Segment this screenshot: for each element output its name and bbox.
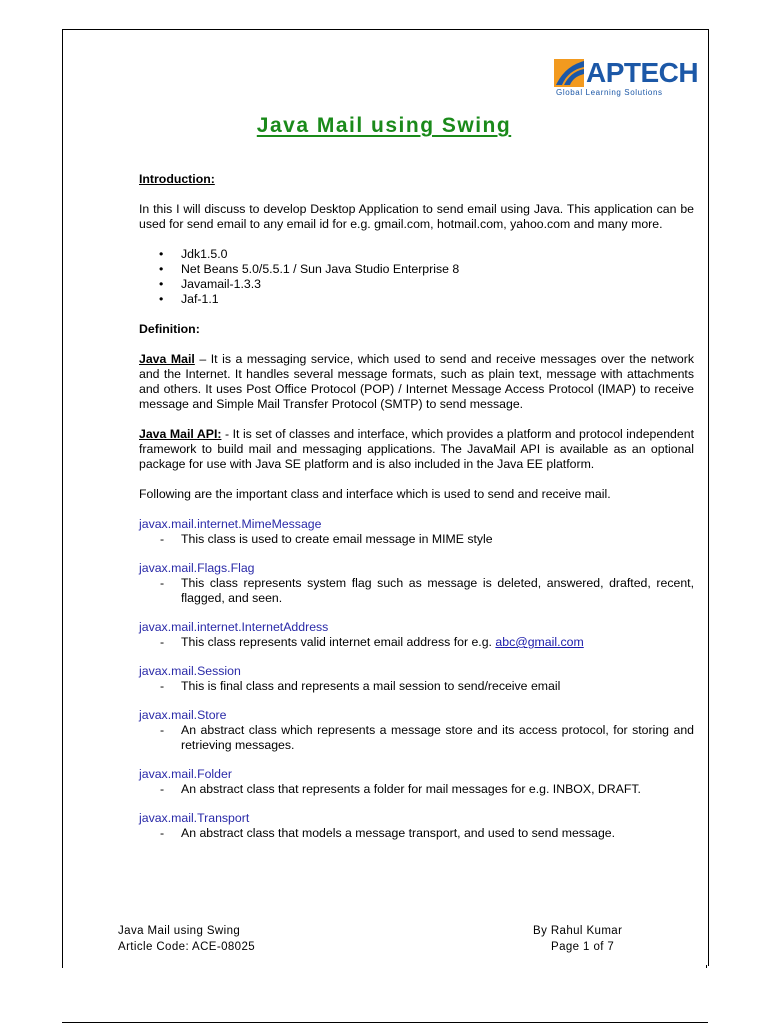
class-name: javax.mail.internet.MimeMessage: [139, 517, 322, 531]
class-name: javax.mail.Store: [139, 708, 227, 722]
class-description: - An abstract class that represents a folder for mail messages for e.g. INBOX, DRAFT.: [160, 782, 641, 796]
logo-wordmark: APTECH: [586, 57, 699, 88]
list-item: • Jdk1.5.0: [139, 247, 694, 262]
java-mail-term: Java Mail: [139, 352, 195, 366]
class-description: - This class is used to create email message in MIME style: [160, 532, 493, 546]
class-entry: [139, 517, 694, 547]
class-description: - An abstract class that models a message transport, and used to send message.: [160, 826, 616, 840]
aptech-logo: [554, 57, 699, 99]
requirements-list: [139, 247, 694, 307]
list-item: • Net Beans 5.0/5.5.1 / Sun Java Studio Enterprise 8: [139, 262, 694, 277]
page-title: Java Mail using Swing: [256, 114, 512, 137]
classes-intro: Following are the important class and interface which is used to send and receive mail.: [139, 487, 611, 501]
document-body: [139, 172, 694, 841]
java-mail-api-term: Java Mail API:: [139, 427, 222, 441]
list-item: • Javamail-1.3.3: [139, 277, 694, 292]
java-mail-api-definition: Java Mail API: - It is set of classes and interface, which provides a platform and protocol independent framework to build mail and messaging applications. The JavaMail API is available as an optional package for use with Java SE platform and is also included in the Java EE platform.: [139, 427, 694, 471]
class-name: javax.mail.internet.InternetAddress: [139, 620, 329, 634]
definition-heading: Definition:: [139, 322, 200, 336]
intro-heading: Introduction:: [139, 172, 215, 186]
frame-right-tick: [706, 965, 707, 968]
class-description: - This is final class and represents a mail session to send/receive email: [160, 679, 561, 693]
logo-tagline: Global Learning Solutions: [556, 88, 663, 97]
class-description: - An abstract class which represents a message store and its access protocol, for storing and retrieving messages.: [160, 723, 694, 752]
class-name: javax.mail.Flags.Flag: [139, 561, 255, 575]
class-description: - This class represents valid internet email address for e.g. abc@gmail.com: [160, 635, 584, 649]
frame-left-tick: [62, 965, 63, 968]
class-entry: [139, 767, 694, 797]
footer-right: [533, 923, 622, 955]
class-name: javax.mail.Transport: [139, 811, 250, 825]
java-mail-definition: Java Mail – It is a messaging service, which used to send and receive messages over the network and the Internet. It handles several message formats, such as plain text, message with attachments and others. It uses Post Office Protocol (POP) / Internet Message Access Protocol (IMAP) to receive message and Simple Mail Transfer Protocol (SMTP) to send message.: [139, 352, 694, 411]
footer-page-number: Page 1 of 7: [551, 941, 615, 953]
list-item: • Jaf-1.1: [139, 292, 694, 307]
footer-article-code: Article Code: ACE-08025: [118, 941, 256, 953]
class-entry: [139, 620, 694, 650]
class-description: - This class represents system flag such as message is deleted, answered, drafted, recent, flagged, and seen.: [160, 576, 694, 605]
next-page-edge: [62, 1022, 708, 1023]
email-link[interactable]: abc@gmail.com: [495, 635, 584, 649]
class-entry: [139, 708, 694, 753]
class-name: javax.mail.Folder: [139, 767, 232, 781]
class-entry: [139, 664, 694, 694]
aptech-swoosh-icon: [554, 59, 586, 89]
intro-paragraph: In this I will discuss to develop Desktop Application to send email using Java. This application can be used for send email to any email id for e.g. gmail.com, hotmail.com, yahoo.com and many more.: [139, 202, 694, 231]
class-entry: [139, 561, 694, 606]
class-entry: [139, 811, 694, 841]
footer-left: [118, 923, 255, 955]
footer-doc-title: Java Mail using Swing: [118, 925, 241, 937]
class-name: javax.mail.Session: [139, 664, 241, 678]
footer-author: By Rahul Kumar: [533, 925, 623, 937]
